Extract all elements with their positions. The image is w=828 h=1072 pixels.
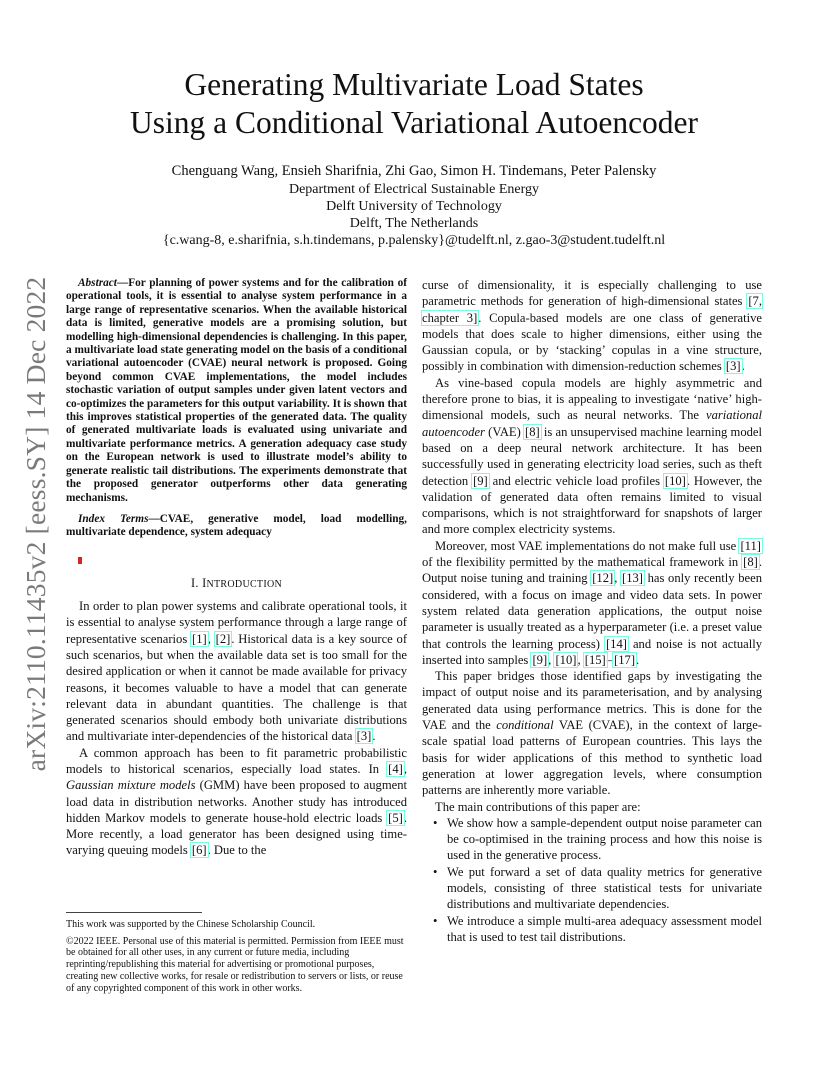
bullet-icon: • <box>433 815 438 830</box>
citation-link[interactable]: [1] <box>192 631 207 646</box>
text-run: , <box>577 652 584 667</box>
text-run: and noise is not actually inserted into samples <box>422 636 762 667</box>
text-run: , <box>403 761 407 776</box>
author-location: Delft, The Netherlands <box>349 216 479 231</box>
citation-link[interactable]: [15] <box>584 652 606 667</box>
text-run: . <box>741 359 745 374</box>
text-run: of the flexibility permitted by the mathematical framework in <box>422 555 743 570</box>
text-run: . More recently, a load generator has been designed using time-varying queuing models <box>66 810 407 858</box>
arxiv-identifier-text: arXiv:2110.11435v2 [eess.SY] 14 Dec 2022 <box>20 276 51 772</box>
text-run: has only recently been considered, with a focus on image and video data sets. In power system related data generation applications, the output noise parameter is usually treated as a hyperparameter (i.e. a preset value that controls the learning process) <box>422 571 762 651</box>
text-run: VAE (CVAE), in the context of large-scale spatial load patterns of European countries. This lays the basis for wider applications of this method to synthetic load generation at lower aggregation levels, where consumption patterns are inherently more variable. <box>422 718 762 798</box>
title-line-2: Using a Conditional Variational Autoencoder <box>129 105 699 140</box>
footnote-support: This work was supported by the Chinese Scholarship Council. <box>66 919 316 930</box>
text-run: – <box>606 652 614 667</box>
intro-paragraph-2 <box>66 745 407 859</box>
text-run: . However, the validation of generated data often remains limited to visual comparisons, which is not straightforward for snapshots of larger and more complex electricity systems. <box>422 473 763 537</box>
title-line-1: Generating Multivariate Load States <box>184 67 644 102</box>
citation-link[interactable]: [3] <box>356 729 372 744</box>
text-run: , <box>207 631 215 646</box>
index-terms-text: —CVAE, generative model, load modelling, multivariate dependence, system adequacy <box>66 512 407 539</box>
text-run: . Copula-based models are one class of generative models that does scale to higher dimensions, either using the Gaussian copula, or by ‘stacking’ copulas in a vine structure, possibly in combination with dimension-reduction schemes <box>422 310 762 374</box>
list-item-text: We put forward a set of data quality metrics for generative models, consisting of three statistical tests for univariate distributions and multivariate dependencies. <box>447 864 762 912</box>
contributions-intro: The main contributions of this paper are: <box>435 799 641 814</box>
text-run: Moreover, most VAE implementations do not make full use <box>435 538 740 553</box>
text-run: . <box>372 729 376 744</box>
citation-link[interactable]: [11] <box>740 538 761 553</box>
citation-link[interactable]: [10] <box>555 652 577 667</box>
text-run: is an unsupervised machine learning model based on a deep neural network architecture. It has been successfully used in generating electricity load series, such as theft detection <box>422 424 762 488</box>
red-marker-glyph <box>78 557 82 564</box>
text-run: , <box>614 571 621 586</box>
citation-link[interactable]: [9] <box>532 652 548 667</box>
text-run: . Output noise tuning and training <box>422 555 762 586</box>
footnotes <box>66 912 407 999</box>
arxiv-identifier-stamp[interactable] <box>17 278 55 770</box>
text-run: . Historical data is a key source of such scenarios, but when the available data set is too small for the desired application or when it cannot be made available for privacy reasons, it becomes valuable to have a model that can generate relevant data in abundant quantities. The challenge is that generated scenarios should embody both univariate distributions and multivariate inter-dependencies of the historical data <box>66 631 408 744</box>
abstract <box>66 277 407 505</box>
citation-link[interactable]: [17] <box>614 652 636 667</box>
paper-title <box>60 66 768 142</box>
citation-link[interactable]: [3] <box>725 359 741 374</box>
section-heading-introduction <box>66 575 407 593</box>
text-run: This paper bridges those identified gaps by investigating the impact of output noise and its parameterisation, and by analysing generated data using performance metrics. This is done for the VAE and the <box>422 669 762 733</box>
intro-paragraph-6 <box>422 668 762 798</box>
emphasis-text: variational autoencoder <box>422 408 762 439</box>
list-item <box>422 815 762 864</box>
emphasis-text: Gaussian mixture models <box>66 778 196 793</box>
list-item-text: We introduce a simple multi-area adequacy assessment model that is used to test tail distributions. <box>447 913 762 944</box>
abstract-text: —For planning of power systems and for the calibration of operational tools, it is essential to analyse system performance in a large range of representative scenarios. When the available historical data is limited, generative models are a promising solution, but modelling high-dimensional dependencies is challenging. In this paper, a multivariate load state generating model on the basis of a conditional variational autoencoder (CVAE) neural network is proposed. Going beyond common CVAE implementations, the model includes stochastic variation of output samples under given latent vectors and co-optimizes the parameters for this output variability. It is shown that this improves statistical properties of the generated data. The quality of generated multivariate loads is evaluated using univariate and multivariate performance metrics. A generation adequacy case study on the European network is used to illustrate model’s ability to generate realistic tail distributions. The experiments demonstrate that the proposed generator outperforms other data generating mechanisms. <box>66 277 407 504</box>
author-department: Department of Electrical Sustainable Energy <box>288 182 540 197</box>
text-run: . <box>636 652 640 667</box>
index-terms <box>66 513 407 540</box>
intro-paragraph-1 <box>66 598 407 745</box>
author-emails: {c.wang-8, e.sharifnia, s.h.tindemans, p.palensky}@tudelft.nl, z.gao-3@student.tudelft.nl <box>162 233 666 248</box>
citation-link[interactable]: [6] <box>191 843 207 858</box>
list-item <box>422 864 762 913</box>
text-run: A common approach has been to fit parametric probabilistic models to historical scenarios, especially load states. In <box>66 745 407 776</box>
footnote-divider <box>66 912 202 913</box>
intro-paragraph-3 <box>422 277 762 375</box>
footnote-copyright: ©2022 IEEE. Personal use of this material is permitted. Permission from IEEE must be obtained for all other uses, in any current or future media, including reprinting/republishing this material for advertising or promotional purposes, creating new collective works, for resale or redistribution to servers or lists, or reuse of any copyrighted component of this work in other works. <box>66 935 404 994</box>
text-run: , <box>548 652 555 667</box>
citation-link[interactable]: [10] <box>664 473 686 488</box>
intro-paragraph-4 <box>422 375 762 538</box>
citation-link[interactable]: [14] <box>605 636 627 651</box>
citation-link[interactable]: [4] <box>388 761 403 776</box>
citation-link[interactable]: [2] <box>215 631 231 646</box>
emphasis-text: conditional <box>496 718 554 733</box>
section-title-rest: NTRODUCTION <box>206 578 283 590</box>
text-run: (VAE) <box>484 424 524 439</box>
intro-paragraph-5 <box>422 538 762 668</box>
section-number: I. I <box>190 575 207 590</box>
citation-link[interactable]: [7, chapter 3] <box>422 294 762 325</box>
citation-link[interactable]: [8] <box>743 555 758 570</box>
contributions-list <box>422 815 762 945</box>
list-item-text: We show how a sample-dependent output noise parameter can be co-optimised in the training process and how this noise is used in the generative process. <box>447 815 762 863</box>
citation-link[interactable]: [13] <box>622 571 643 586</box>
text-run: curse of dimensionality, it is especially challenging to use parametric methods for generation of high-dimensional states <box>422 278 762 309</box>
bullet-icon: • <box>433 864 438 879</box>
text-run: . Due to the <box>207 843 267 858</box>
citation-link[interactable]: [5] <box>388 810 403 825</box>
right-column <box>422 277 762 945</box>
citation-link[interactable]: [12] <box>592 571 614 586</box>
author-names: Chenguang Wang, Ensieh Sharifnia, Zhi Gao, Simon H. Tindemans, Peter Palensky <box>171 163 657 179</box>
abstract-lead: Abstract <box>78 277 117 289</box>
index-terms-lead: Index Terms <box>78 512 149 525</box>
list-item <box>422 913 762 946</box>
citation-link[interactable]: [9] <box>473 473 488 488</box>
text-run: As vine-based copula models are highly asymmetric and therefore prone to bias, it is appealing to investigate ‘native’ high-dimensional models, such as neural networks. The <box>422 375 762 423</box>
author-block <box>60 163 768 249</box>
text-run: In order to plan power systems and calibrate operational tools, it is essential to analyse system performance through a large range of representative scenarios <box>66 599 407 646</box>
citation-link[interactable]: [8] <box>525 424 540 439</box>
text-run: and electric vehicle load profiles <box>488 473 664 488</box>
text-run: (GMM) have been proposed to augment load data in distribution networks. Another study has introduced hidden Markov models to generate house-hold electric loads <box>66 778 407 825</box>
left-column <box>66 277 407 859</box>
bullet-icon: • <box>433 913 438 928</box>
author-university: Delft University of Technology <box>326 199 502 214</box>
